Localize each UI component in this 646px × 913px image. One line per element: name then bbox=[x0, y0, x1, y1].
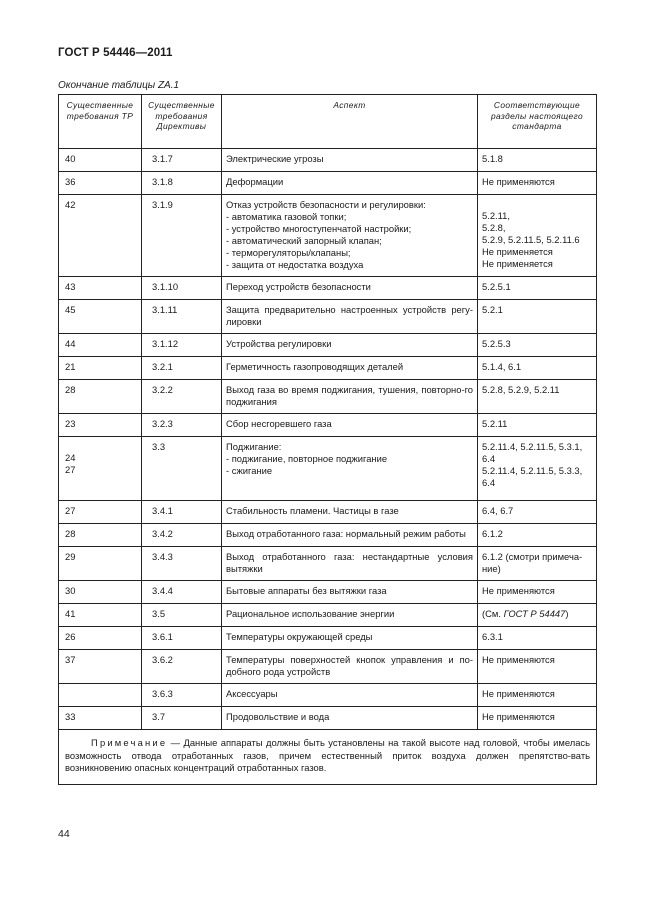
table-row bbox=[59, 437, 597, 501]
document-header: ГОСТ Р 54446—2011 bbox=[58, 47, 173, 59]
tr-requirement-cell: 42 bbox=[59, 195, 142, 277]
table-row bbox=[59, 604, 597, 627]
table-row bbox=[59, 684, 597, 707]
directive-cell: 3.6.1 bbox=[142, 627, 222, 650]
table-row bbox=[59, 707, 597, 730]
tr-requirement-cell bbox=[59, 684, 142, 707]
tr-requirement-cell: 36 bbox=[59, 172, 142, 195]
table-row bbox=[59, 277, 597, 300]
directive-cell: 3.2.1 bbox=[142, 357, 222, 380]
table-row bbox=[59, 357, 597, 380]
tr-requirement-cell: 28 bbox=[59, 524, 142, 547]
tr-requirement-cell: 33 bbox=[59, 707, 142, 730]
section-cell: 5.2.11.4, 5.2.11.5, 5.3.1, 6.4 5.2.11.4, 5.2.11.5, 5.3.3, 6.4 bbox=[478, 437, 597, 501]
section-cell: Не применяются bbox=[478, 684, 597, 707]
tr-requirement-cell: 45 bbox=[59, 300, 142, 334]
aspect-cell: Продовольствие и вода bbox=[222, 707, 478, 730]
tr-requirement-cell: 44 bbox=[59, 334, 142, 357]
directive-cell: 3.1.7 bbox=[142, 149, 222, 172]
directive-cell: 3.2.2 bbox=[142, 380, 222, 414]
directive-cell: 3.1.10 bbox=[142, 277, 222, 300]
aspect-cell: Деформации bbox=[222, 172, 478, 195]
directive-cell: 3.1.11 bbox=[142, 300, 222, 334]
section-cell: 6.3.1 bbox=[478, 627, 597, 650]
directive-cell: 3.6.3 bbox=[142, 684, 222, 707]
table-caption: Окончание таблицы ZA.1 bbox=[58, 80, 180, 91]
table-row bbox=[59, 380, 597, 414]
page-number: 44 bbox=[58, 828, 70, 840]
tr-requirement-cell: 26 bbox=[59, 627, 142, 650]
directive-cell: 3.1.12 bbox=[142, 334, 222, 357]
aspect-cell: Стабильность пламени. Частицы в газе bbox=[222, 501, 478, 524]
table-row bbox=[59, 627, 597, 650]
table-note bbox=[59, 730, 597, 785]
section-cell: 5.1.8 bbox=[478, 149, 597, 172]
table-row bbox=[59, 300, 597, 334]
aspect-cell: Сбор несгоревшего газа bbox=[222, 414, 478, 437]
directive-cell: 3.7 bbox=[142, 707, 222, 730]
aspect-cell: Температуры окружающей среды bbox=[222, 627, 478, 650]
section-cell: 5.2.1 bbox=[478, 300, 597, 334]
section-cell: 6.1.2 (смотри примеча-ние) bbox=[478, 547, 597, 581]
aspect-cell: Бытовые аппараты без вытяжки газа bbox=[222, 581, 478, 604]
directive-cell: 3.2.3 bbox=[142, 414, 222, 437]
table-row bbox=[59, 149, 597, 172]
tr-requirement-cell: 29 bbox=[59, 547, 142, 581]
aspect-cell: Аксессуары bbox=[222, 684, 478, 707]
aspect-cell: Выход отработанного газа: нормальный режим работы bbox=[222, 524, 478, 547]
note-row bbox=[59, 730, 597, 785]
directive-cell: 3.4.4 bbox=[142, 581, 222, 604]
aspect-cell: Рациональное использование энергии bbox=[222, 604, 478, 627]
section-cell: 6.4, 6.7 bbox=[478, 501, 597, 524]
section-cell: Не применяются bbox=[478, 172, 597, 195]
tr-requirement-cell: 40 bbox=[59, 149, 142, 172]
tr-requirement-cell: 37 bbox=[59, 650, 142, 684]
directive-cell: 3.5 bbox=[142, 604, 222, 627]
section-cell: 5.2.5.1 bbox=[478, 277, 597, 300]
section-cell: Не применяются bbox=[478, 650, 597, 684]
table-row bbox=[59, 172, 597, 195]
tr-requirement-cell: 28 bbox=[59, 380, 142, 414]
table-header-row bbox=[59, 95, 597, 149]
aspect-cell: Электрические угрозы bbox=[222, 149, 478, 172]
directive-cell: 3.6.2 bbox=[142, 650, 222, 684]
table-container bbox=[58, 94, 596, 785]
directive-cell: 3.1.8 bbox=[142, 172, 222, 195]
table-row bbox=[59, 195, 597, 277]
table-row bbox=[59, 334, 597, 357]
tr-requirement-cell: 27 bbox=[59, 501, 142, 524]
aspect-cell: Выход газа во время поджигания, тушения, повторно-го поджигания bbox=[222, 380, 478, 414]
section-cell: 5.1.4, 6.1 bbox=[478, 357, 597, 380]
aspect-cell: Устройства регулировки bbox=[222, 334, 478, 357]
requirements-table bbox=[58, 94, 597, 785]
section-cell: Не применяются bbox=[478, 707, 597, 730]
col-header-directive: Существенные требования Директивы bbox=[142, 95, 222, 149]
aspect-cell: Температуры поверхностей кнопок управления и по-добного рода устройств bbox=[222, 650, 478, 684]
section-cell: 5.2.5.3 bbox=[478, 334, 597, 357]
directive-cell: 3.4.1 bbox=[142, 501, 222, 524]
aspect-cell: Герметичность газопроводящих деталей bbox=[222, 357, 478, 380]
table-row bbox=[59, 524, 597, 547]
note-label: Примечание bbox=[91, 737, 168, 748]
section-cell: 6.1.2 bbox=[478, 524, 597, 547]
directive-cell: 3.4.2 bbox=[142, 524, 222, 547]
col-header-tr: Существенные требования ТР bbox=[59, 95, 142, 149]
tr-requirement-cell: 41 bbox=[59, 604, 142, 627]
directive-cell: 3.1.9 bbox=[142, 195, 222, 277]
directive-cell: 3.3 bbox=[142, 437, 222, 501]
aspect-cell: Отказ устройств безопасности и регулировки: - автоматика газовой топки; - устройство многоступенчатой настройки; - автоматический запорный клапан; - терморегуляторы/клапаны; - защита от недостатка воздуха bbox=[222, 195, 478, 277]
tr-requirement-cell: 23 bbox=[59, 414, 142, 437]
section-cell: 5.2.11 bbox=[478, 414, 597, 437]
aspect-cell: Переход устройств безопасности bbox=[222, 277, 478, 300]
table-row bbox=[59, 501, 597, 524]
table-row bbox=[59, 581, 597, 604]
aspect-cell: Выход отработанного газа: нестандартные условия вытяжки bbox=[222, 547, 478, 581]
note-text: — Данные аппараты должны быть установлены на такой высоте над головой, чтобы имелась возможность отвода отработанных газов, причем естественный приток воздуха должен препятство-вать возникновению опасных концентраций отработанных газов. bbox=[65, 737, 590, 773]
tr-requirement-cell: 21 bbox=[59, 357, 142, 380]
table-row bbox=[59, 650, 597, 684]
tr-requirement-cell: 43 bbox=[59, 277, 142, 300]
col-header-sections: Соответствующие разделы настоящего стандарта bbox=[478, 95, 597, 149]
section-cell: 5.2.11, 5.2.8, 5.2.9, 5.2.11.5, 5.2.11.6 Не применяется Не применяется bbox=[478, 195, 597, 277]
section-cell: Не применяются bbox=[478, 581, 597, 604]
col-header-aspect: Аспект bbox=[222, 95, 478, 149]
table-row bbox=[59, 414, 597, 437]
directive-cell: 3.4.3 bbox=[142, 547, 222, 581]
aspect-cell: Защита предварительно настроенных устройств регу-лировки bbox=[222, 300, 478, 334]
aspect-cell: Поджигание: - поджигание, повторное поджигание - сжигание bbox=[222, 437, 478, 501]
tr-requirement-cell: 30 bbox=[59, 581, 142, 604]
table-row bbox=[59, 547, 597, 581]
section-cell: 5.2.8, 5.2.9, 5.2.11 bbox=[478, 380, 597, 414]
section-cell: (См. ГОСТ Р 54447) bbox=[478, 604, 597, 627]
tr-requirement-cell: 24 27 bbox=[59, 437, 142, 501]
